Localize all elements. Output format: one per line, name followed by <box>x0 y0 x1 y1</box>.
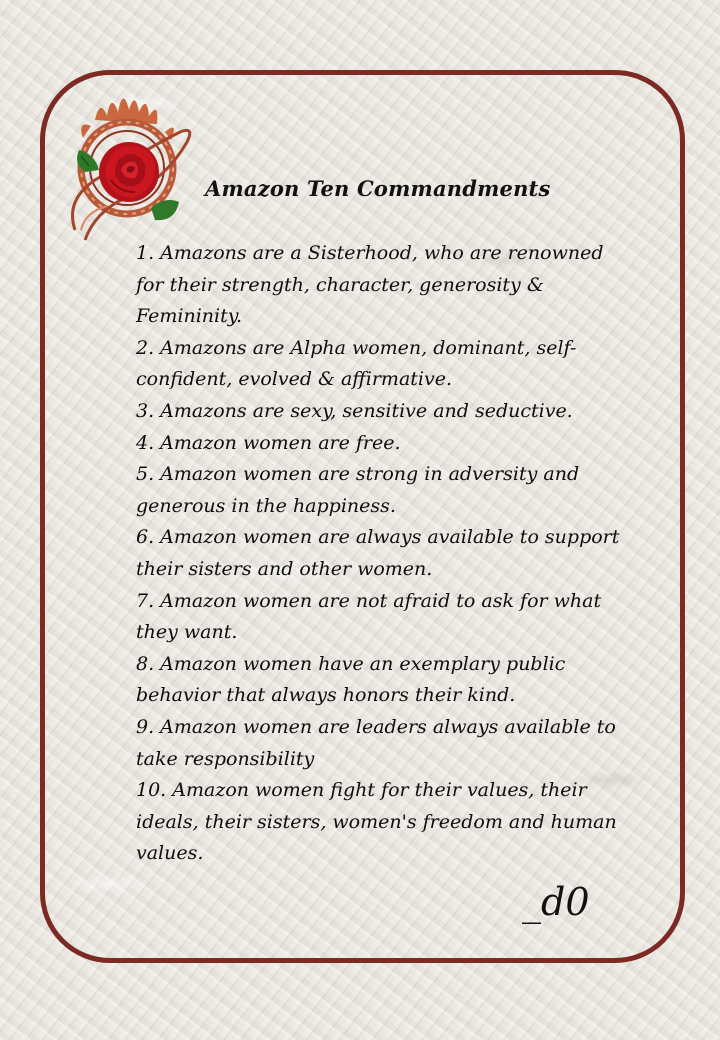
document-title: Amazon Ten Commandments <box>205 176 551 201</box>
list-item: 4. Amazon women are free. <box>136 431 401 454</box>
list-item: 6. Amazon women are always available to support their sisters and other women. <box>136 526 620 580</box>
list-item: 10. Amazon women fight for their values, their ideals, their sisters, women's freedom and human values. <box>136 779 617 865</box>
list-item: 7. Amazon women are not afraid to ask for what they want. <box>136 589 602 644</box>
rose-ornament-icon <box>55 80 205 245</box>
commandments-list <box>136 238 626 870</box>
signature: _d0 <box>522 880 590 924</box>
list-item: 8. Amazon women have an exemplary public behavior that always honors their kind. <box>136 652 566 707</box>
list-item: 2. Amazons are Alpha women, dominant, self-confident, evolved & affirmative. <box>136 336 577 391</box>
list-item: 5. Amazon women are strong in adversity and generous in the happiness. <box>136 463 580 517</box>
list-item: 9. Amazon women are leaders always available to take responsibility <box>136 715 616 770</box>
list-item: 3. Amazons are sexy, sensitive and seductive. <box>136 399 573 422</box>
list-item: 1. Amazons are a Sisterhood, who are renowned for their strength, character, generosity & Femininity. <box>136 242 604 328</box>
